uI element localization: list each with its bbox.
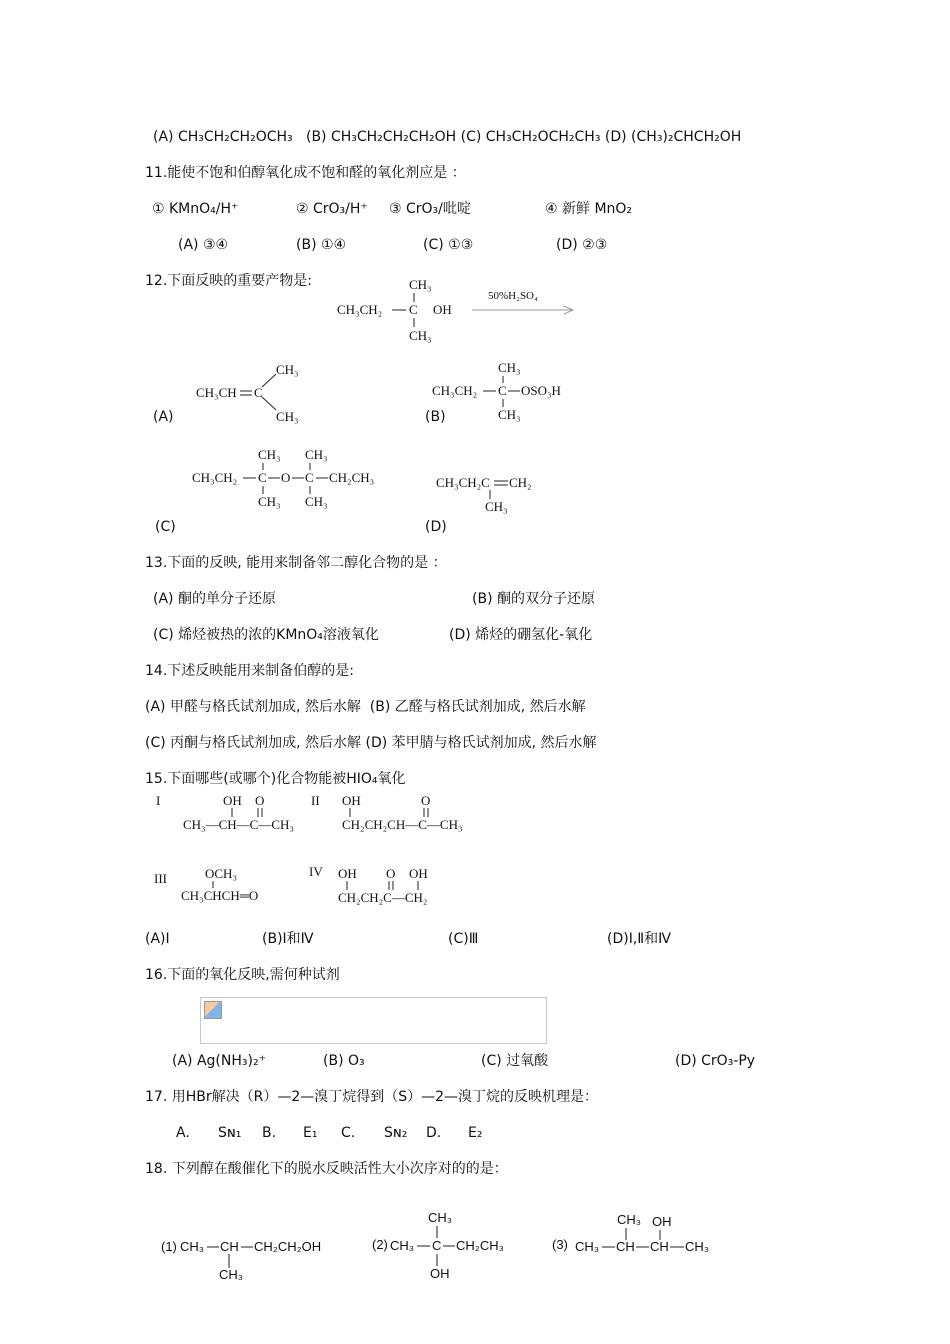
- q12-reactant-left: CH₃CH₂: [337, 302, 383, 317]
- q16-option-c: (C) 过氧酸: [481, 1053, 549, 1069]
- q12-d-bottom: CH₃: [485, 499, 508, 514]
- q13-option-c: (C) 烯烃被热的浓的KMnO₄溶液氧化: [153, 627, 379, 643]
- q15-ii-o: O: [421, 793, 431, 808]
- q12-reactant-top: CH₃: [409, 277, 432, 292]
- q18-c1-left: CH₃: [180, 1239, 205, 1254]
- q12-reactant-right: OH: [433, 302, 452, 317]
- q17-c-value: Sɴ₂: [384, 1125, 408, 1141]
- q17-a-letter: A.: [176, 1125, 190, 1141]
- q12-c-label: (C): [155, 519, 176, 535]
- q17-a-value: Sɴ₁: [218, 1125, 242, 1141]
- q18-c2-bottom: OH: [430, 1266, 450, 1281]
- q15-iv-oh2: OH: [409, 866, 428, 881]
- q13-question: 13.下面的反映, 能用来制备邻二醇化合物的是 ：: [145, 555, 447, 571]
- q12-a-center: C: [254, 385, 263, 400]
- q15-ii-oh: OH: [342, 793, 361, 808]
- q18-c1-right: CH₂CH₂OH: [254, 1239, 322, 1254]
- q12-d-left: CH₃CH₂C: [436, 475, 490, 490]
- q11-question: 11.能使不饱和伯醇氧化成不饱和醛的氧化剂应是 ：: [145, 165, 466, 181]
- q18-c3-label: (3): [552, 1237, 568, 1252]
- q11-reagent-4: ④ 新鲜 MnO₂: [545, 201, 633, 217]
- q15-iv-chain: CH₂CH₂C—CH₂: [338, 890, 428, 905]
- q12-c-bottom2: CH₃: [305, 494, 328, 509]
- q13-option-b: (B) 酮的双分子还原: [472, 591, 595, 607]
- q16-option-a: (A) Ag(NH₃)₂⁺: [172, 1053, 266, 1069]
- q11-reagent-2: ② CrO₃/H⁺: [296, 201, 368, 217]
- q12-d-right: CH₂: [509, 475, 532, 490]
- q11-reagent-1: ① KMnO₄/H⁺: [152, 201, 239, 217]
- q18-c2-top: CH₃: [428, 1210, 453, 1225]
- q18-c1-label: (1): [161, 1239, 177, 1254]
- q12-a-top: CH₃: [276, 362, 299, 377]
- q16-reaction-image-placeholder: [200, 997, 547, 1044]
- q15-i-o: O: [255, 793, 265, 808]
- q15-iii-chain: CH₃CHCH═O: [181, 888, 259, 903]
- q17-question: 17. 用HBr解决（R）—2—溴丁烷得到（S）—2—溴丁烷的反映机理是：: [145, 1089, 599, 1105]
- bond: [262, 374, 276, 387]
- q12-b-bottom: CH₃: [498, 407, 521, 422]
- q12-c-bottom1: CH₃: [258, 494, 281, 509]
- q18-c2-left: CH₃: [390, 1238, 415, 1253]
- q18-question: 18. 下列醇在酸催化下的脱水反映活性大小次序对的的是：: [145, 1161, 508, 1177]
- q15-ii-label: II: [311, 793, 320, 808]
- q17-b-letter: B.: [262, 1125, 277, 1141]
- q16-option-d: (D) CrO₃-Py: [675, 1053, 756, 1069]
- q18-c3-top1: CH₃: [617, 1212, 642, 1227]
- q14-line-1: (A) 甲醛与格氏试剂加成, 然后水解 (B) 乙醛与格氏试剂加成, 然后水解: [145, 699, 586, 715]
- q16-option-b: (B) O₃: [323, 1053, 365, 1069]
- q12-c-o: O: [281, 470, 291, 485]
- q15-option-d: (D)Ⅰ,Ⅱ和Ⅳ: [607, 931, 672, 947]
- q15-iv-oh1: OH: [338, 866, 357, 881]
- q18-c3-ch1: CH: [616, 1239, 635, 1254]
- q15-option-b: (B)Ⅰ和Ⅳ: [262, 931, 314, 947]
- q12-b-center: C: [498, 383, 507, 398]
- q15-iii-label: III: [154, 871, 167, 886]
- q18-c1-ch: CH: [220, 1239, 239, 1254]
- q15-option-a: (A)Ⅰ: [145, 931, 170, 947]
- q15-ii-chain: CH₂CH₂CH—C—CH₃: [342, 817, 463, 832]
- q18-c2-label: (2): [372, 1237, 388, 1252]
- q18-c3-right: CH₃: [685, 1239, 710, 1254]
- q11-option-c: (C) ①③: [423, 237, 474, 253]
- q15-i-oh: OH: [223, 793, 242, 808]
- q14-line-2: (C) 丙酮与格氏试剂加成, 然后水解 (D) 苯甲腈与格氏试剂加成, 然后水解: [145, 735, 597, 751]
- q15-iv-o: O: [386, 866, 396, 881]
- q12-question: 12.下面反映的重要产物是:: [145, 273, 312, 289]
- q16-question: 16.下面的氧化反映,需何种试剂: [145, 967, 340, 983]
- q15-i-label: I: [156, 793, 161, 808]
- q13-option-a: (A) 酮的单分子还原: [153, 591, 276, 607]
- q11-option-d: (D) ②③: [556, 237, 608, 253]
- q17-d-letter: D.: [426, 1125, 442, 1141]
- q12-c-left: CH₃CH₂: [192, 470, 238, 485]
- bond: [262, 397, 276, 410]
- q15-iv-label: IV: [309, 864, 323, 879]
- q18-c3-top2: OH: [652, 1214, 672, 1229]
- q11-option-a: (A) ③④: [178, 237, 229, 253]
- q12-a-label: (A): [153, 409, 174, 425]
- arrow-head: [564, 306, 573, 314]
- q12-b-left: CH₃CH₂: [432, 383, 478, 398]
- q12-a-bottom: CH₃: [276, 409, 299, 424]
- q12-b-label: (B): [425, 409, 446, 425]
- q12-b-right: OSO₃H: [521, 383, 561, 398]
- q12-c-top2: CH₃: [305, 447, 328, 462]
- q11-reagent-3: ③ CrO₃/吡啶: [389, 201, 471, 217]
- q12-c-c1: C: [258, 470, 267, 485]
- q15-i-chain: CH₃—CH—C—CH₃: [183, 817, 294, 832]
- q12-c-right: CH₂CH₃: [329, 470, 375, 485]
- q11-option-b: (B) ①④: [296, 237, 347, 253]
- q17-c-letter: C.: [341, 1125, 356, 1141]
- q10-options: (A) CH₃CH₂CH₂OCH₃ (B) CH₃CH₂CH₂CH₂OH (C) CH₃CH₂OCH₂CH₃ (D) (CH₃)₂CHCH₂OH: [153, 129, 742, 145]
- q17-b-value: E₁: [303, 1125, 318, 1141]
- q18-c3-left: CH₃: [575, 1239, 600, 1254]
- q12-c-c2: C: [305, 470, 314, 485]
- q12-a-left: CH₃CH: [196, 385, 237, 400]
- q14-question: 14.下述反映能用来制备伯醇的是:: [145, 663, 354, 679]
- q18-c2-c: C: [432, 1238, 442, 1253]
- q17-d-value: E₂: [468, 1125, 483, 1141]
- q12-reactant-bottom: CH₃: [409, 328, 432, 343]
- q12-c-top1: CH₃: [258, 447, 281, 462]
- q18-c3-ch2: CH: [650, 1239, 669, 1254]
- q12-condition: 50%H₂SO₄: [488, 290, 538, 302]
- q15-iii-top: OCH₃: [205, 866, 237, 881]
- q13-option-d: (D) 烯烃的硼氢化-氧化: [449, 627, 593, 643]
- q15-question: 15.下面哪些(或哪个)化合物能被HIO₄氧化: [145, 771, 406, 787]
- q12-d-label: (D): [425, 519, 447, 535]
- q18-c2-right: CH₂CH₃: [456, 1238, 504, 1253]
- q12-reactant-center: C: [409, 302, 418, 317]
- q18-c1-bottom: CH₃: [219, 1267, 244, 1282]
- q12-b-top: CH₃: [498, 360, 521, 375]
- q15-option-c: (C)Ⅲ: [448, 931, 479, 947]
- broken-image-icon: [204, 1001, 222, 1019]
